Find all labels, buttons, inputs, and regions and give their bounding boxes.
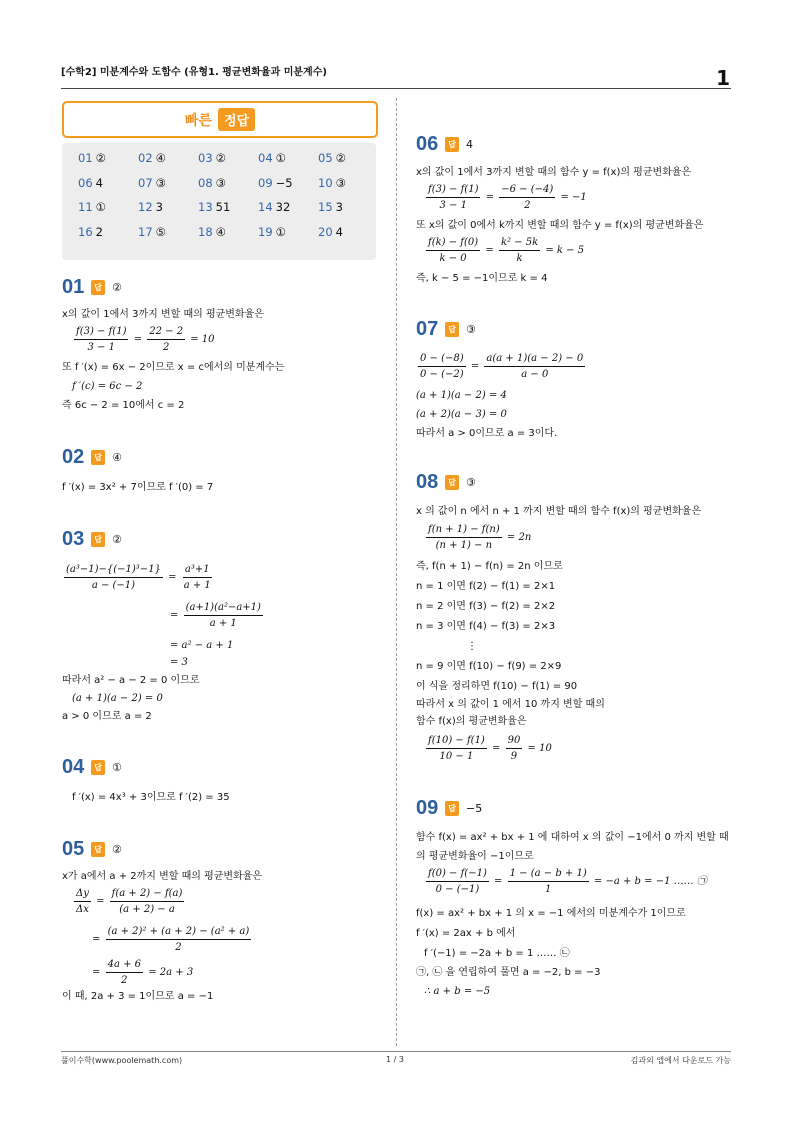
solution-line: f ′(x) = 2ax + b 에서 bbox=[416, 928, 516, 939]
quick-answer-item bbox=[318, 176, 378, 201]
solution-equation: $\frac{f(3) - f(1)}{3 - 1}$ = $\frac{22 - 2}{2}$ = 10 bbox=[76, 326, 215, 353]
solution-line: ㉠, ㉡ 을 연립하여 풀면 a = −2, b = −3 bbox=[416, 967, 601, 978]
quick-answer-number: 06 bbox=[78, 175, 93, 190]
solution-line: 즉 6c − 2 = 10에서 c = 2 bbox=[62, 400, 185, 411]
question-number: 07 bbox=[416, 318, 439, 340]
solution-line: (a + 1)(a − 2) = 4 bbox=[416, 390, 507, 401]
solution-line: 또 f ′(x) = 6x − 2이므로 x = c에서의 미분계수는 bbox=[62, 362, 285, 373]
solution-equation: $\frac{f(0) - f(-1)}{0 - (-1)}$ = $\frac{1 - (a - b + 1)}{1}$ = −a + b = −1 …… ㉠ bbox=[428, 868, 707, 895]
quick-answer-title bbox=[62, 101, 378, 138]
quick-answer-value: ③ bbox=[215, 175, 226, 190]
quick-answer-value: 3 bbox=[155, 200, 163, 214]
question-answer: ④ bbox=[111, 451, 122, 464]
quick-answer-value: 3 bbox=[335, 200, 343, 214]
vertical-ellipsis: ⋮ bbox=[467, 641, 477, 652]
question-answer: ① bbox=[111, 761, 122, 774]
solution-line: a > 0 이므로 a = 2 bbox=[62, 711, 152, 722]
solution-line: (a + 2)(a − 3) = 0 bbox=[416, 409, 507, 420]
question-number: 05 bbox=[62, 838, 85, 860]
header-divider bbox=[61, 88, 731, 89]
quick-answer-item bbox=[318, 225, 378, 250]
quick-answer-value: ④ bbox=[155, 151, 166, 165]
solution-equation: $\frac{f(n + 1) - f(n)}{(n + 1) - n}$ = 2n bbox=[428, 524, 532, 551]
quick-answer-item bbox=[78, 225, 138, 250]
solution-line: 함수 f(x) = ax² + bx + 1 에 대하여 x 의 값이 −1에서 0 까지 변할 때 bbox=[416, 832, 729, 843]
question-03-header bbox=[62, 528, 122, 551]
question-answer: 4 bbox=[465, 138, 473, 151]
quick-answer-item bbox=[198, 225, 258, 250]
quick-answer-number: 13 bbox=[198, 200, 213, 214]
quick-answer-number: 10 bbox=[318, 175, 333, 190]
quick-answer-number: 19 bbox=[258, 224, 273, 239]
solution-line: x의 값이 1에서 3까지 변할 때의 평균변화율은 bbox=[62, 309, 264, 320]
solution-line: 즉, k − 5 = −1이므로 k = 4 bbox=[416, 273, 548, 284]
quick-answer-value: ② bbox=[335, 151, 346, 165]
quick-answer-value: ③ bbox=[155, 175, 166, 190]
quick-answer-value: ⑤ bbox=[155, 224, 166, 239]
quick-answer-item bbox=[318, 200, 378, 225]
quick-answer-number: 03 bbox=[198, 151, 213, 165]
solution-line: 따라서 a² − a − 2 = 0 이므로 bbox=[62, 675, 200, 686]
solution-line: (a + 1)(a − 2) = 0 bbox=[72, 693, 163, 704]
question-answer: ② bbox=[111, 533, 122, 546]
solution-line: 또 x의 값이 0에서 k까지 변할 때의 함수 y = f(x)의 평균변화율은 bbox=[416, 220, 704, 231]
quick-answer-item bbox=[138, 225, 198, 250]
quick-answer-number: 04 bbox=[258, 151, 273, 165]
footer-download-note: 김과외 앱에서 다운로드 가능 bbox=[630, 1056, 731, 1065]
solution-equation: $\frac{f(10) - f(1)}{10 - 1}$ = $\frac{90}{9}$ = 10 bbox=[428, 735, 552, 762]
footer-site[interactable]: 풀이수학(www.poolemath.com) bbox=[61, 1056, 183, 1065]
page-header-title: [수학2] 미분계수와 도함수 (유형1. 평균변화율과 미분계수) bbox=[61, 67, 327, 78]
solution-equation: $\frac{f(3) - f(1)}{3 - 1}$ = $\frac{-6 - (-4)}{2}$ = −1 bbox=[428, 184, 587, 211]
quick-answer-value: ② bbox=[95, 151, 106, 165]
solution-line: 이 때, 2a + 3 = 1이므로 a = −1 bbox=[62, 991, 214, 1002]
quick-answer-item bbox=[78, 151, 138, 176]
question-answer: ③ bbox=[465, 323, 476, 336]
solution-line: 즉, f(n + 1) − f(n) = 2n 이므로 bbox=[416, 561, 563, 572]
quick-answer-item bbox=[138, 151, 198, 176]
solution-line: 의 평균변화율이 −1이므로 bbox=[416, 851, 534, 862]
quick-answer-number: 09 bbox=[258, 175, 273, 190]
question-number: 09 bbox=[416, 797, 439, 819]
quick-answer-item bbox=[198, 200, 258, 225]
quick-answer-value: 32 bbox=[275, 200, 291, 214]
answer-tag: 답 bbox=[445, 322, 459, 337]
solution-line: f(x) = ax² + bx + 1 의 x = −1 에서의 미분계수가 1이므로 bbox=[416, 908, 686, 919]
quick-answer-number: 07 bbox=[138, 175, 153, 190]
quick-answer-item bbox=[78, 176, 138, 201]
solution-line: = a² − a + 1 bbox=[170, 640, 234, 651]
solution-line: x의 값이 1에서 3까지 변할 때의 함수 y = f(x)의 평균변화율은 bbox=[416, 167, 692, 178]
answer-tag: 답 bbox=[445, 137, 459, 152]
quick-answer-title-a: 빠른 bbox=[184, 112, 212, 129]
question-answer: ③ bbox=[465, 476, 476, 489]
question-06-header bbox=[416, 133, 473, 156]
quick-answer-item bbox=[198, 176, 258, 201]
quick-answer-value: ③ bbox=[335, 175, 346, 190]
solution-line: f ′(c) = 6c − 2 bbox=[72, 381, 143, 392]
solution-line: = 3 bbox=[170, 657, 188, 668]
quick-answer-item bbox=[198, 151, 258, 176]
solution-line: 따라서 a > 0이므로 a = 3이다. bbox=[416, 428, 558, 439]
answer-tag: 답 bbox=[91, 842, 105, 857]
quick-answer-title-b: 정답 bbox=[218, 108, 255, 131]
quick-answer-item bbox=[318, 151, 378, 176]
quick-answer-value: 2 bbox=[95, 224, 103, 239]
answer-tag: 답 bbox=[91, 280, 105, 295]
quick-answer-item bbox=[258, 151, 318, 176]
solution-equation: $\frac{f(k) - f(0)}{k - 0}$ = $\frac{\text{k² − 5k}}{k}$ = k − 5 bbox=[428, 237, 585, 264]
solution-line: 따라서 x 의 값이 1 에서 10 까지 변할 때의 bbox=[416, 699, 605, 710]
question-09-header bbox=[416, 797, 482, 820]
quick-answer-value: 4 bbox=[95, 175, 103, 190]
solution-equation: = $\frac{4a + 6}{2}$ = 2a + 3 bbox=[92, 959, 194, 986]
quick-answer-grid bbox=[62, 143, 376, 260]
quick-answer-item bbox=[78, 200, 138, 225]
solution-line: 함수 f(x)의 평균변화율은 bbox=[416, 716, 527, 727]
quick-answer-value: ④ bbox=[215, 224, 226, 239]
solution-line: x 의 값이 n 에서 n + 1 까지 변할 때의 함수 f(x)의 평균변화율은 bbox=[416, 506, 702, 517]
quick-answer-number: 01 bbox=[78, 151, 93, 165]
solution-line: 이 식을 정리하면 f(10) − f(1) = 90 bbox=[416, 681, 578, 692]
question-04-header bbox=[62, 756, 122, 779]
quick-answer-value: 51 bbox=[215, 200, 231, 214]
solution-line: f ′(x) = 4x³ + 3이므로 f ′(2) = 35 bbox=[72, 792, 230, 803]
question-07-header bbox=[416, 318, 476, 341]
solution-line: f ′(−1) = −2a + b = 1 …… ㉡ bbox=[424, 948, 570, 959]
footer-page-count: 1 / 3 bbox=[386, 1055, 404, 1064]
quick-answer-number: 05 bbox=[318, 151, 333, 165]
question-number: 08 bbox=[416, 471, 439, 493]
quick-answer-number: 12 bbox=[138, 200, 153, 214]
answer-tag: 답 bbox=[91, 532, 105, 547]
quick-answer-number: 08 bbox=[198, 175, 213, 190]
question-answer: −5 bbox=[465, 802, 483, 815]
question-answer: ② bbox=[111, 843, 122, 856]
quick-answer-item bbox=[138, 200, 198, 225]
solution-line: ∴ a + b = −5 bbox=[424, 986, 491, 997]
solution-line: n = 1 이면 f(2) − f(1) = 2×1 bbox=[416, 581, 556, 592]
solution-line: f ′(x) = 3x² + 7이므로 f ′(0) = 7 bbox=[62, 482, 214, 493]
question-number: 01 bbox=[62, 276, 85, 298]
column-divider bbox=[396, 98, 397, 1046]
quick-answer-value: 4 bbox=[335, 224, 343, 239]
answer-tag: 답 bbox=[91, 450, 105, 465]
quick-answer-item bbox=[258, 225, 318, 250]
quick-answer-number: 17 bbox=[138, 224, 153, 239]
quick-answer-value: ② bbox=[215, 151, 226, 165]
footer-divider bbox=[61, 1051, 731, 1052]
solution-line: n = 3 이면 f(4) − f(3) = 2×3 bbox=[416, 621, 556, 632]
solution-equation: = $\frac{\text{(a+1)(a²−a+1)}}{a + 1}$ bbox=[170, 602, 261, 629]
question-answer: ② bbox=[111, 281, 122, 294]
quick-answer-value: ① bbox=[275, 151, 286, 165]
question-05-header bbox=[62, 838, 122, 861]
solution-line: x가 a에서 a + 2까지 변할 때의 평균변화율은 bbox=[62, 871, 263, 882]
solution-line: n = 9 이면 f(10) − f(9) = 2×9 bbox=[416, 661, 562, 672]
question-number: 06 bbox=[416, 133, 439, 155]
question-number: 04 bbox=[62, 756, 85, 778]
solution-equation: $\frac{0 - (-8)}{0 - (-2)}$ = $\frac{a(a + 1)(a - 2) - 0}{a - 0}$ bbox=[420, 353, 584, 380]
question-number: 03 bbox=[62, 528, 85, 550]
quick-answer-value: ① bbox=[95, 200, 106, 214]
quick-answer-item bbox=[138, 176, 198, 201]
answer-tag: 답 bbox=[91, 760, 105, 775]
quick-answer-number: 02 bbox=[138, 151, 153, 165]
quick-answer-item bbox=[258, 176, 318, 201]
quick-answer-number: 20 bbox=[318, 224, 333, 239]
question-number: 02 bbox=[62, 446, 85, 468]
quick-answer-number: 14 bbox=[258, 200, 273, 214]
answer-tag: 답 bbox=[445, 475, 459, 490]
quick-answer-number: 11 bbox=[78, 200, 93, 214]
quick-answer-number: 16 bbox=[78, 224, 93, 239]
quick-answer-value: −5 bbox=[275, 175, 293, 190]
solution-equation: $\frac{\Delta y}{\Delta x}$ = $\frac{f(a + 2) - f(a)}{(a + 2) - a}$ bbox=[76, 888, 183, 915]
quick-answer-number: 18 bbox=[198, 224, 213, 239]
quick-answer-number: 15 bbox=[318, 200, 333, 214]
page-number: 1 bbox=[716, 66, 730, 90]
question-01-header bbox=[62, 276, 122, 299]
answer-tag: 답 bbox=[445, 801, 459, 816]
solution-line: n = 2 이면 f(3) − f(2) = 2×2 bbox=[416, 601, 556, 612]
quick-answer-item bbox=[258, 200, 318, 225]
question-08-header bbox=[416, 471, 476, 494]
solution-equation: = $\frac{\text{(a + 2)² + (a + 2) − (a² + a)}}{2}$ bbox=[92, 926, 250, 953]
solution-equation: $\frac{\text{(a³−1)−\{(−1)³−1\}}}{a - (-1)}$ = $\frac{\text{a³+1}}{a + 1}$ bbox=[66, 564, 211, 591]
quick-answer-value: ① bbox=[275, 224, 286, 239]
question-02-header bbox=[62, 446, 122, 469]
